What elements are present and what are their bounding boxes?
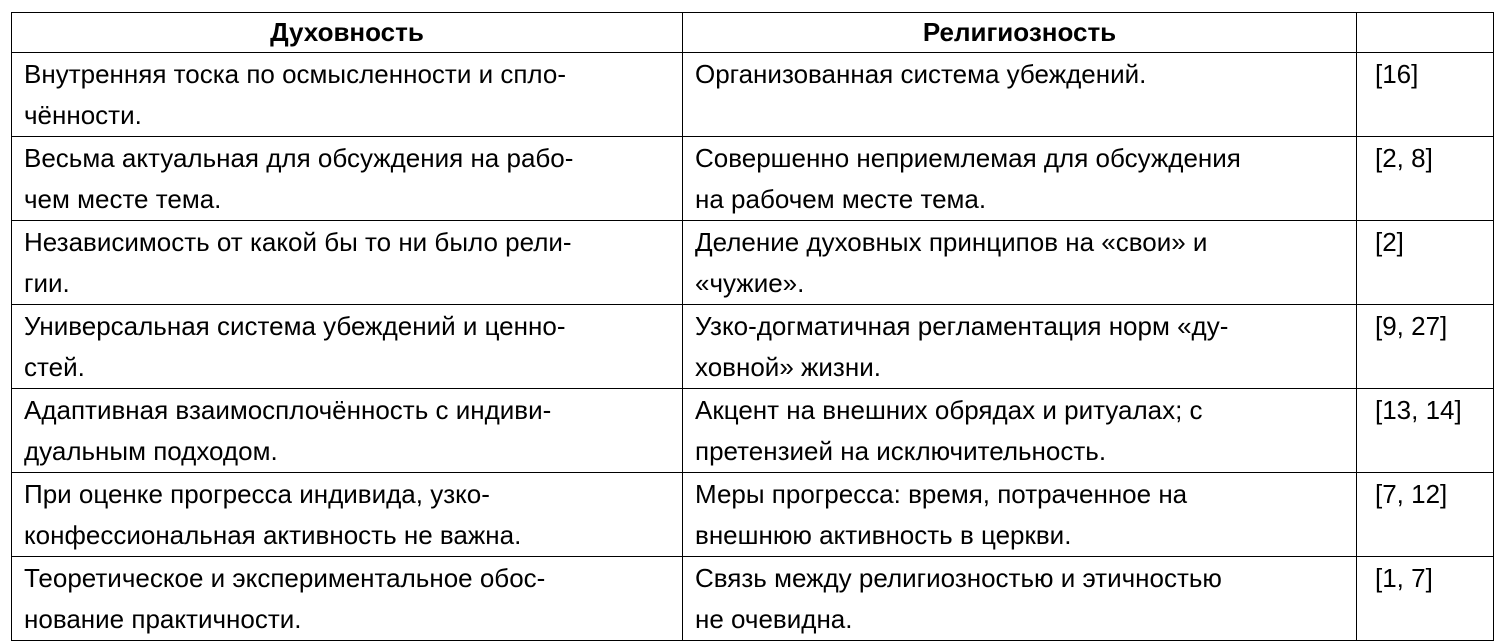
reference-cell: [9, 27] xyxy=(1357,305,1494,389)
reference-cell: [2, 8] xyxy=(1357,137,1494,221)
table-row xyxy=(12,137,1494,221)
reference-cell: [1, 7] xyxy=(1357,557,1494,641)
spirituality-cell: Независимость от какой бы то ни было рели- гии. xyxy=(12,221,683,305)
header-spirituality: Духовность xyxy=(12,13,683,53)
table-body xyxy=(12,53,1494,641)
header-religiosity: Религиозность xyxy=(683,13,1357,53)
religiosity-cell: Меры прогресса: время, потраченное на внешнюю активность в церкви. xyxy=(683,473,1357,557)
table-row xyxy=(12,557,1494,641)
reference-cell: [2] xyxy=(1357,221,1494,305)
reference-cell: [7, 12] xyxy=(1357,473,1494,557)
religiosity-cell: Организованная система убеждений. xyxy=(683,53,1357,137)
spirituality-cell: Адаптивная взаимосплочённость с индиви- дуальным подходом. xyxy=(12,389,683,473)
table-row xyxy=(12,53,1494,137)
header-row xyxy=(12,13,1494,53)
religiosity-cell: Узко-догматичная регламентация норм «ду- ховной» жизни. xyxy=(683,305,1357,389)
religiosity-cell: Деление духовных принципов на «свои» и «чужие». xyxy=(683,221,1357,305)
religiosity-cell: Связь между религиозностью и этичностью не очевидна. xyxy=(683,557,1357,641)
spirituality-cell: Универсальная система убеждений и ценно- стей. xyxy=(12,305,683,389)
reference-cell: [16] xyxy=(1357,53,1494,137)
table-row xyxy=(12,389,1494,473)
religiosity-cell: Совершенно неприемлемая для обсуждения на рабочем месте тема. xyxy=(683,137,1357,221)
spirituality-cell: При оценке прогресса индивида, узко- конфессиональная активность не важна. xyxy=(12,473,683,557)
spirituality-cell: Внутренняя тоска по осмысленности и спло- чённости. xyxy=(12,53,683,137)
religiosity-cell: Акцент на внешних обрядах и ритуалах; с претензией на исключительность. xyxy=(683,389,1357,473)
spirituality-cell: Весьма актуальная для обсуждения на рабо- чем месте тема. xyxy=(12,137,683,221)
table-row xyxy=(12,473,1494,557)
table-row xyxy=(12,221,1494,305)
reference-cell: [13, 14] xyxy=(1357,389,1494,473)
table-row xyxy=(12,305,1494,389)
header-references xyxy=(1357,13,1494,53)
table-header xyxy=(12,13,1494,53)
comparison-table xyxy=(11,12,1494,641)
spirituality-cell: Теоретическое и экспериментальное обос- нование практичности. xyxy=(12,557,683,641)
